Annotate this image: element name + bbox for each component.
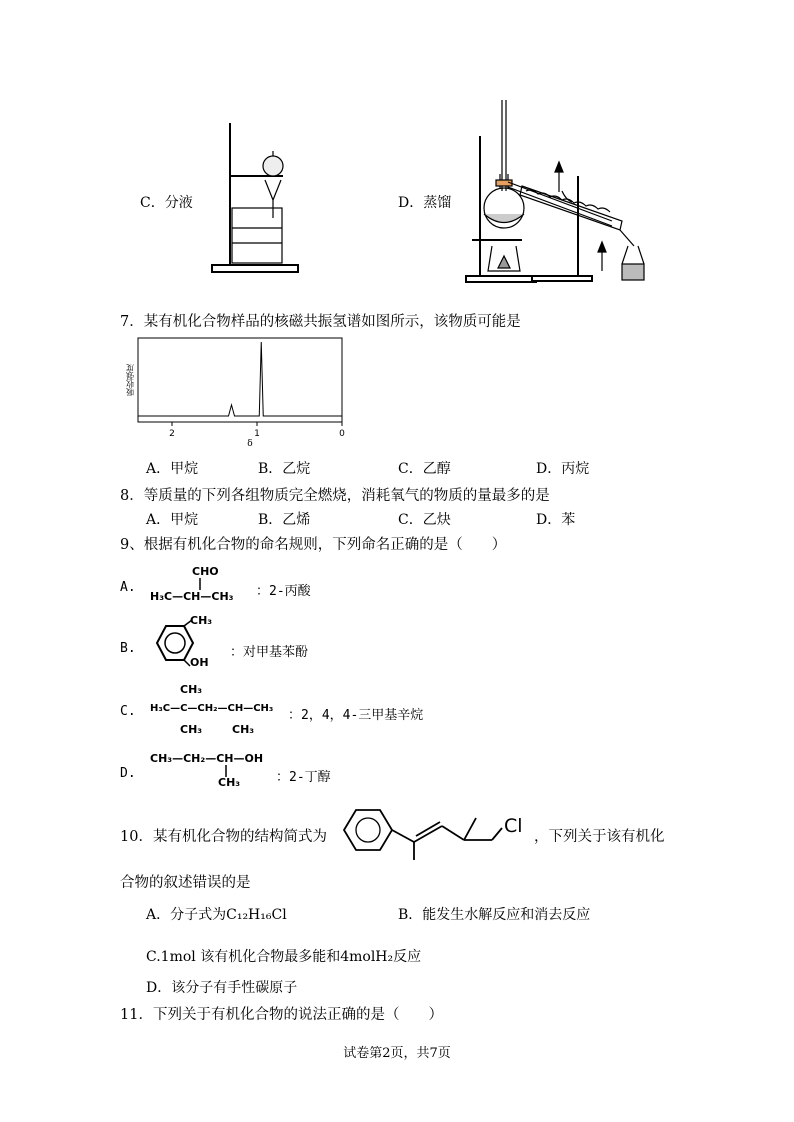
nmr-tick-group bbox=[169, 422, 345, 439]
option-letter: B． bbox=[258, 512, 283, 528]
q10-stem-a: 10．某有机化合物的结构简式为 bbox=[120, 829, 327, 845]
option-letter: D． bbox=[536, 512, 562, 528]
q9-c-chain: H₃C—C—CH₂—CH—CH₃ bbox=[150, 703, 274, 714]
q10-option-d bbox=[146, 977, 297, 997]
q9-c-bottom-1: CH₃ bbox=[180, 723, 203, 736]
option-text: 能发生水解反应和消去反应 bbox=[422, 907, 591, 923]
q9-b-oh: OH bbox=[190, 656, 209, 669]
option-text: 蒸馏 bbox=[423, 195, 452, 211]
q10-option-a bbox=[146, 904, 287, 924]
q6-option-c bbox=[140, 192, 193, 212]
nmr-tick-label: 1 bbox=[254, 429, 260, 439]
option-text: 乙炔 bbox=[422, 512, 451, 528]
option-text: 乙烯 bbox=[282, 512, 311, 528]
option-text: 分子式为C₁₂H₁₆Cl bbox=[170, 907, 287, 923]
q9-d-bottom: CH₃ bbox=[218, 776, 241, 789]
q6-option-d bbox=[398, 192, 451, 212]
distillation-apparatus bbox=[462, 96, 662, 286]
option-letter: D． bbox=[398, 195, 424, 211]
q10-option-c bbox=[146, 946, 421, 966]
option-text: 甲烷 bbox=[170, 461, 199, 477]
nmr-trace bbox=[138, 342, 342, 416]
q9-a-bond bbox=[198, 578, 202, 590]
nmr-tick-label: 0 bbox=[339, 429, 345, 439]
q10-stem-b: ，下列关于该有机化 bbox=[534, 829, 665, 845]
option-text: 该分子有手性碳原子 bbox=[171, 980, 298, 996]
option-letter: A． bbox=[146, 907, 171, 923]
q8-option-d bbox=[536, 509, 575, 529]
q9-c-top: CH₃ bbox=[180, 683, 203, 696]
q10-cl: Cl bbox=[504, 815, 523, 837]
nmr-xlabel: δ bbox=[247, 439, 253, 449]
option-letter: A． bbox=[146, 512, 171, 528]
q7-option-c bbox=[398, 458, 451, 478]
q10-stem-c: 合物的叙述错误的是 bbox=[120, 875, 251, 891]
q9-stem: 9、根据有机化合物的命名规则，下列命名正确的是（ ） bbox=[120, 537, 507, 553]
q9-c-name: ：2，4，4-三甲基辛烷 bbox=[288, 708, 424, 723]
option-text: 甲烷 bbox=[170, 512, 199, 528]
q9-a-name: ：2-丙酸 bbox=[256, 584, 311, 599]
q9-c-letter: C. bbox=[120, 704, 136, 719]
option-text: 1mol 该有机化合物最多能和4molH₂反应 bbox=[160, 949, 422, 965]
q9-d-letter: D. bbox=[120, 766, 136, 781]
option-text: 乙烷 bbox=[282, 461, 311, 477]
q8-option-b bbox=[258, 509, 310, 529]
q8-option-a bbox=[146, 509, 198, 529]
q9-d-chain: CH₃—CH₂—CH—OH bbox=[150, 752, 264, 765]
option-letter: C． bbox=[140, 195, 165, 211]
option-letter: C. bbox=[146, 949, 161, 965]
option-letter: D． bbox=[536, 461, 562, 477]
q8-stem: 8．等质量的下列各组物质完全燃烧，消耗氧气的物质的量最多的是 bbox=[120, 488, 550, 504]
nmr-spectrum-chart bbox=[116, 336, 356, 456]
q9-a-cho: CHO bbox=[192, 565, 219, 578]
page-footer: 试卷第2页，共7页 bbox=[343, 1046, 451, 1061]
option-letter: C． bbox=[398, 512, 423, 528]
option-letter: D． bbox=[146, 980, 172, 996]
option-letter: B． bbox=[258, 461, 283, 477]
q9-d-name: ：2-丁醇 bbox=[276, 770, 331, 785]
q7-option-d bbox=[536, 458, 589, 478]
q7-option-b bbox=[258, 458, 310, 478]
q10-option-b bbox=[398, 904, 590, 924]
q9-b-name: ：对甲基苯酚 bbox=[230, 645, 309, 660]
option-letter: C． bbox=[398, 461, 423, 477]
option-text: 乙醇 bbox=[422, 461, 451, 477]
q10-structure-formula bbox=[342, 806, 512, 866]
q7-stem: 7．某有机化合物样品的核磁共振氢谱如图所示，该物质可能是 bbox=[120, 314, 521, 330]
q9-b-letter: B. bbox=[120, 641, 136, 656]
q11-stem: 11．下列关于有机化合物的说法正确的是（ ） bbox=[120, 1007, 443, 1023]
q9-b-ch3: CH₃ bbox=[190, 614, 213, 627]
nmr-frame bbox=[138, 338, 342, 422]
q8-option-c bbox=[398, 509, 451, 529]
option-letter: B． bbox=[398, 907, 423, 923]
q7-option-a bbox=[146, 458, 198, 478]
separatory-funnel-apparatus bbox=[208, 118, 308, 278]
option-text: 分液 bbox=[164, 195, 193, 211]
nmr-ylabel: 吸收强度 bbox=[125, 364, 135, 396]
q9-c-bottom-2: CH₃ bbox=[232, 723, 255, 736]
nmr-tick-label: 2 bbox=[169, 429, 175, 439]
option-letter: A． bbox=[146, 461, 171, 477]
q9-a-letter: A. bbox=[120, 580, 136, 595]
option-text: 苯 bbox=[561, 512, 576, 528]
option-text: 丙烷 bbox=[561, 461, 590, 477]
q9-a-chain: H₃C—CH—CH₃ bbox=[150, 590, 234, 603]
